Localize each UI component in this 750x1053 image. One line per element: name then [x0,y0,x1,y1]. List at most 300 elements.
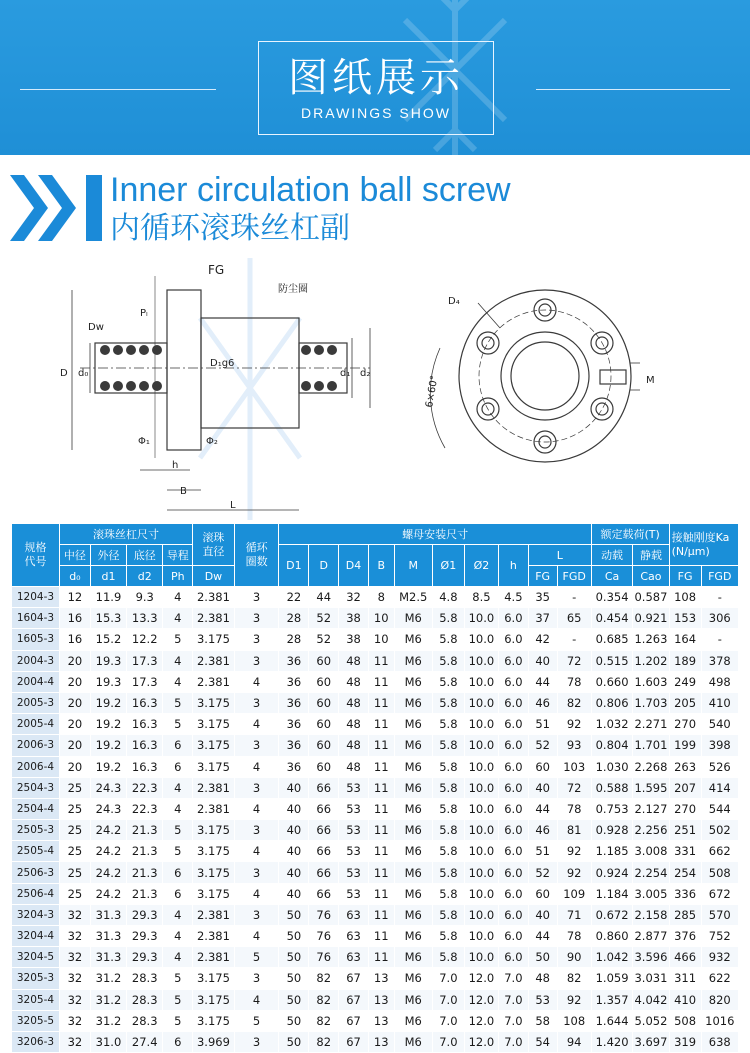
table-cell: 1.420 [591,1031,633,1052]
table-cell: 270 [669,798,701,819]
label-d1: d₁ [340,368,351,379]
table-cell: 4 [163,587,193,608]
table-cell-model: 3205-3 [12,968,60,989]
table-cell: 11 [368,714,394,735]
front-view [430,290,640,462]
table-cell: 5 [234,1010,279,1031]
heading-accent-bar [86,175,102,241]
header-nut-size: 螺母安装尺寸 [279,524,591,545]
table-cell: 78 [557,926,591,947]
table-cell: 67 [339,989,369,1010]
table-cell: 662 [701,841,738,862]
table-cell: 11 [368,883,394,904]
table-row [12,777,739,798]
header-ball-dia: 滚珠 直径 [193,524,235,566]
table-cell: 25 [59,820,90,841]
table-row [12,904,739,925]
table-cell: 4.5 [498,587,528,608]
table-cell: 19.2 [90,692,126,713]
table-cell: 376 [669,926,701,947]
header-col-d1: D1 [279,545,309,587]
table-cell: 63 [339,926,369,947]
table-cell: 3 [234,1031,279,1052]
table-cell: 66 [309,820,339,841]
table-cell: 53 [339,883,369,904]
table-cell: 3.175 [193,841,235,862]
section-heading [10,171,750,255]
table-cell: 10.0 [464,841,498,862]
label-d4: D₄ [448,296,460,307]
table-cell: 15.2 [90,629,126,650]
table-cell: 5.8 [432,862,464,883]
double-chevron-right-icon [10,175,82,241]
table-cell: 5.8 [432,947,464,968]
table-cell: 5.8 [432,735,464,756]
table-cell: 6.0 [498,650,528,671]
table-cell: 2.158 [633,904,669,925]
table-cell: 1.263 [633,629,669,650]
table-cell: 24.3 [90,798,126,819]
table-cell: 31.2 [90,1010,126,1031]
table-cell: 4 [234,756,279,777]
table-cell: 12.0 [464,1010,498,1031]
table-cell: 5 [234,947,279,968]
table-cell: 3 [234,608,279,629]
table-cell: 53 [339,777,369,798]
table-cell: 164 [669,629,701,650]
table-cell: 24.2 [90,841,126,862]
table-cell: 622 [701,968,738,989]
table-cell: 13 [368,968,394,989]
table-cell: 53 [528,989,557,1010]
table-cell: 76 [309,904,339,925]
table-cell: 29.3 [127,947,163,968]
table-row [12,608,739,629]
table-cell: 270 [669,714,701,735]
table-cell: 3.175 [193,692,235,713]
header-static: 静载 [633,545,669,566]
table-cell: 3.175 [193,862,235,883]
technical-drawing [0,258,750,520]
table-cell: 5 [163,841,193,862]
heading-title-cn: 内循环滚珠丝杠副 [110,211,350,246]
label-d: D [60,368,68,379]
table-cell: 82 [309,1010,339,1031]
table-cell: 5.8 [432,904,464,925]
table-cell: 28 [279,608,309,629]
table-cell: 189 [669,650,701,671]
table-row [12,671,739,692]
label-l: L [230,500,236,511]
header-load: 额定载荷(T) [591,524,669,545]
table-cell: 199 [669,735,701,756]
table-cell-model: 2006-4 [12,756,60,777]
table-cell: 12.0 [464,968,498,989]
table-cell: 60 [309,671,339,692]
table-cell: 0.354 [591,587,633,608]
table-cell-model: 3206-3 [12,1031,60,1052]
table-cell: 72 [557,777,591,798]
table-cell: 331 [669,841,701,862]
label-phi1: Φ₁ [138,436,150,447]
table-cell: 3 [234,904,279,925]
table-cell: 13 [368,989,394,1010]
table-cell: 5.8 [432,650,464,671]
table-cell: 7.0 [498,989,528,1010]
table-cell: 4 [163,777,193,798]
table-cell: 31.3 [90,926,126,947]
table-cell: 46 [528,820,557,841]
table-cell: 13 [368,1010,394,1031]
table-cell: 3.969 [193,1031,235,1052]
label-d0: d₀ [78,368,89,379]
table-cell-model: 3204-3 [12,904,60,925]
table-row [12,989,739,1010]
table-cell: 5 [163,968,193,989]
table-cell: 44 [528,798,557,819]
table-cell: 42 [528,629,557,650]
banner-title-cn: 图纸展示 [288,55,464,101]
table-cell: 60 [309,692,339,713]
table-row [12,820,739,841]
label-dust-ring: 防尘圈 [278,284,308,295]
table-cell-model: 3204-5 [12,947,60,968]
table-cell: 6.0 [498,947,528,968]
table-cell: 32 [59,1010,90,1031]
table-cell: 32 [59,904,90,925]
table-cell: 2.381 [193,947,235,968]
table-cell: 40 [279,820,309,841]
table-cell: 6.0 [498,735,528,756]
table-cell: 31.0 [90,1031,126,1052]
table-cell: 50 [279,947,309,968]
table-cell: 6.0 [498,841,528,862]
table-cell: 32 [59,968,90,989]
table-cell: 36 [279,714,309,735]
table-cell: 1.185 [591,841,633,862]
table-row [12,862,739,883]
header-l: L [528,545,591,566]
table-cell: 5.8 [432,841,464,862]
table-row [12,714,739,735]
table-cell: 25 [59,883,90,904]
table-cell: 92 [557,714,591,735]
table-cell: 3.175 [193,989,235,1010]
table-cell: 12 [59,587,90,608]
table-cell: 3.008 [633,841,669,862]
table-cell: 2.381 [193,798,235,819]
table-cell: 38 [339,608,369,629]
table-cell: 40 [279,862,309,883]
table-cell: 20 [59,650,90,671]
table-cell: 251 [669,820,701,841]
table-cell-model: 3205-5 [12,1010,60,1031]
table-cell: 10.0 [464,820,498,841]
table-cell: 0.588 [591,777,633,798]
table-cell: 0.672 [591,904,633,925]
table-cell: 378 [701,650,738,671]
table-cell: 72 [557,650,591,671]
table-cell: 544 [701,798,738,819]
table-cell: 6.0 [498,629,528,650]
table-cell: - [557,587,591,608]
table-cell-model: 2006-3 [12,735,60,756]
table-cell: 48 [339,671,369,692]
table-cell: 249 [669,671,701,692]
header-lead: 导程 [163,545,193,566]
table-cell: 5 [163,820,193,841]
table-cell: 21.3 [127,820,163,841]
table-cell: 3 [234,629,279,650]
table-cell: 2.256 [633,820,669,841]
table-cell: M6 [394,608,432,629]
header-col-h: h [498,545,528,587]
table-cell: 6.0 [498,862,528,883]
table-cell: 1.357 [591,989,633,1010]
table-cell: 4 [163,798,193,819]
table-cell-model: 2005-4 [12,714,60,735]
header-col-m: M [394,545,432,587]
table-cell: 32 [59,926,90,947]
table-cell: 40 [528,650,557,671]
table-cell: 108 [557,1010,591,1031]
table-cell: 5.052 [633,1010,669,1031]
table-cell: 11 [368,841,394,862]
table-cell: 1.603 [633,671,669,692]
table-cell-model: 2506-4 [12,883,60,904]
table-cell: 63 [339,904,369,925]
table-cell: 16.3 [127,756,163,777]
table-cell: 11 [368,692,394,713]
table-cell: - [701,587,738,608]
table-cell: 2.381 [193,671,235,692]
table-cell: M6 [394,671,432,692]
table-cell: 44 [528,671,557,692]
table-cell: 10.0 [464,735,498,756]
table-cell: 16 [59,629,90,650]
table-cell: 10.0 [464,883,498,904]
table-cell: 31.3 [90,904,126,925]
table-cell: 82 [557,692,591,713]
header-col-phi1: Ø1 [432,545,464,587]
table-cell: 5.8 [432,820,464,841]
table-cell: 65 [557,608,591,629]
header-col-d4: D4 [339,545,369,587]
table-cell: 5.8 [432,798,464,819]
table-cell: 2.271 [633,714,669,735]
header-col-fgd-k: FGD [701,566,738,587]
table-cell: 502 [701,820,738,841]
table-cell: 11 [368,947,394,968]
table-cell: 15.3 [90,608,126,629]
table-cell: 25 [59,777,90,798]
table-cell: 40 [279,841,309,862]
table-cell: 6 [163,883,193,904]
table-cell: 19.2 [90,714,126,735]
table-cell: 11 [368,862,394,883]
table-cell-model: 2004-4 [12,671,60,692]
table-cell: 4 [234,671,279,692]
banner-title-box [258,41,494,135]
table-cell: 67 [339,1010,369,1031]
table-cell: 93 [557,735,591,756]
table-cell: M6 [394,1031,432,1052]
table-cell: 24.2 [90,862,126,883]
table-cell: 3.175 [193,968,235,989]
table-cell: M6 [394,862,432,883]
table-cell: 16.3 [127,735,163,756]
table-cell: 3.175 [193,756,235,777]
table-cell: 11 [368,798,394,819]
table-cell: 0.454 [591,608,633,629]
spec-table-body [12,587,739,1053]
table-cell: 28.3 [127,989,163,1010]
table-cell: 4 [234,926,279,947]
table-cell: 50 [279,968,309,989]
label-angle: 6×60° [424,374,441,409]
table-row [12,587,739,608]
table-cell: 67 [339,1031,369,1052]
spec-table [11,523,739,1053]
table-cell: - [701,629,738,650]
table-cell: 11 [368,756,394,777]
table-cell: 31.3 [90,947,126,968]
table-cell: 1.703 [633,692,669,713]
table-cell: 4.8 [432,587,464,608]
table-cell: M6 [394,904,432,925]
table-cell: 51 [528,841,557,862]
table-cell: 2.381 [193,926,235,947]
table-cell: 82 [309,968,339,989]
table-cell: 29.3 [127,926,163,947]
table-cell: 4 [234,989,279,1010]
table-cell: 3 [234,820,279,841]
table-cell: 60 [309,714,339,735]
table-cell: 60 [309,735,339,756]
table-cell: 50 [279,1031,309,1052]
table-cell: 10.0 [464,756,498,777]
table-cell: 52 [528,735,557,756]
table-cell: 28.3 [127,1010,163,1031]
header-col-fg-k: FG [669,566,701,587]
header-col-fg: FG [528,566,557,587]
header-col-d0: d₀ [59,566,90,587]
table-cell: M6 [394,650,432,671]
table-cell: 36 [279,650,309,671]
table-cell: 7.0 [498,1031,528,1052]
table-cell: 66 [309,862,339,883]
table-cell: 36 [279,735,309,756]
table-cell-model: 1204-3 [12,587,60,608]
table-cell: 153 [669,608,701,629]
table-cell: 3.175 [193,820,235,841]
table-cell: 820 [701,989,738,1010]
table-cell: 17.3 [127,671,163,692]
table-cell: 1.030 [591,756,633,777]
table-cell: 932 [701,947,738,968]
table-cell: 0.587 [633,587,669,608]
table-cell: 76 [309,947,339,968]
table-cell: 16.3 [127,714,163,735]
table-cell: 7.0 [498,1010,528,1031]
table-row [12,798,739,819]
table-cell: 6.0 [498,904,528,925]
table-cell: 19.3 [90,650,126,671]
table-cell: 2.381 [193,650,235,671]
table-cell: 3 [234,692,279,713]
table-cell: 6.0 [498,671,528,692]
table-cell: 526 [701,756,738,777]
table-cell: 52 [528,862,557,883]
table-cell: 53 [339,798,369,819]
table-cell: 6.0 [498,692,528,713]
table-cell: 51 [528,714,557,735]
header-col-dw: Dw [193,566,235,587]
table-cell: 10.0 [464,608,498,629]
table-cell: 5 [163,629,193,650]
table-cell: 4 [234,841,279,862]
header-outer: 外径 [90,545,126,566]
table-cell: 28 [279,629,309,650]
table-cell: 1.059 [591,968,633,989]
header-mid: 中径 [59,545,90,566]
table-cell: M6 [394,692,432,713]
table-cell: M6 [394,820,432,841]
table-cell: 508 [701,862,738,883]
table-cell: 5.8 [432,608,464,629]
table-cell: 71 [557,904,591,925]
table-cell: 2.381 [193,777,235,798]
table-cell: M6 [394,883,432,904]
table-cell: 11 [368,650,394,671]
table-cell: 40 [528,904,557,925]
label-dg6: D₁g6 [210,358,235,369]
table-cell: 2.877 [633,926,669,947]
table-cell: 94 [557,1031,591,1052]
table-cell: 672 [701,883,738,904]
table-cell-model: 2504-4 [12,798,60,819]
table-cell: M6 [394,989,432,1010]
table-cell: 3 [234,968,279,989]
table-cell: 4 [163,608,193,629]
table-cell: 5 [163,692,193,713]
table-cell: 10 [368,629,394,650]
table-cell: 5.8 [432,883,464,904]
table-cell: 19.3 [90,671,126,692]
table-cell: 32 [339,587,369,608]
table-cell: 60 [309,650,339,671]
table-cell-model: 2506-3 [12,862,60,883]
table-cell: 5.8 [432,671,464,692]
table-cell: 5.8 [432,926,464,947]
heading-title-en: Inner circulation ball screw [110,171,511,209]
header-root: 底径 [127,545,163,566]
table-cell: 0.806 [591,692,633,713]
table-cell: 410 [669,989,701,1010]
table-cell: 2.381 [193,587,235,608]
table-cell: 11 [368,820,394,841]
table-cell-model: 2505-3 [12,820,60,841]
table-cell: 11 [368,926,394,947]
table-cell: 570 [701,904,738,925]
table-cell: M6 [394,756,432,777]
label-dw: Dw [88,322,104,333]
table-cell: 12.0 [464,989,498,1010]
table-cell: 10.0 [464,926,498,947]
table-cell: 3 [234,862,279,883]
table-cell: 11 [368,777,394,798]
table-cell: 50 [528,947,557,968]
